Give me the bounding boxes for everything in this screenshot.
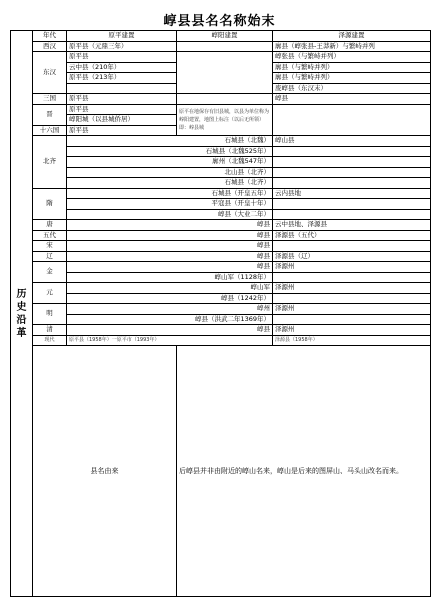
guoyang-cell: 崞山军（1128年） [67, 272, 273, 283]
table-row [11, 272, 431, 283]
table-row [11, 104, 431, 115]
header-guoyang: 崞阳建置 [177, 31, 273, 42]
table-row [11, 167, 431, 178]
table-row [11, 157, 431, 168]
zeyuan-cell: 泽源县（辽） [273, 251, 431, 262]
guoyang-cell: 崞县 [67, 325, 273, 336]
yuanping-cell: 原平县 [67, 94, 177, 105]
guoyang-cell: 崞县 [67, 241, 273, 252]
yuanping-cell: 原平县（1958年）一原平市（1993年） [67, 335, 273, 346]
table-row [11, 220, 431, 231]
header-era: 年代 [33, 31, 67, 42]
zeyuan-cell: 廓县（与繁峙并列） [273, 62, 431, 73]
table-row [11, 283, 431, 294]
zeyuan-cell: 泽源州 [273, 262, 431, 273]
table-row [11, 41, 431, 52]
era-cell: 辽 [33, 251, 67, 262]
guoyang-cell [177, 52, 273, 94]
guoyang-cell: 崞县 [67, 251, 273, 262]
table-row [11, 136, 431, 147]
era-cell: 三国 [33, 94, 67, 105]
era-cell: 清 [33, 325, 67, 336]
era-cell: 西汉 [33, 41, 67, 52]
table-row [11, 241, 431, 252]
era-cell: 晋 [33, 104, 67, 125]
table-row [11, 94, 431, 105]
page-title: 崞县县名名称始末 [163, 14, 276, 29]
table-row [11, 304, 431, 315]
zeyuan-cell [273, 199, 431, 210]
guoyang-cell: 石城县（北魏525年） [67, 146, 273, 157]
guoyang-cell: 崞山军 [67, 283, 273, 294]
era-cell: 十六国 [33, 125, 67, 136]
zeyuan-cell: 泽源县（五代） [273, 230, 431, 241]
guoyang-cell: 崞县（1242年） [67, 293, 273, 304]
guoyang-cell: 石城县（北魏） [67, 136, 273, 147]
guoyang-cell: 石城县（开皇五年） [67, 188, 273, 199]
yuanping-cell: 原平县 [67, 125, 177, 136]
zeyuan-cell: 廓县（与繁峙并列） [273, 73, 431, 84]
zeyuan-cell: 云中县地、泽源县 [273, 220, 431, 231]
table-row [11, 52, 431, 63]
table-row [11, 293, 431, 304]
zeyuan-cell [273, 272, 431, 283]
origin-yuanping: 后崞县并非由附近的崞山名来，崞山是后来的图屏山、马头山改名而来。 [177, 346, 431, 597]
guoyang-cell: 石城县（北齐） [67, 178, 273, 189]
zeyuan-cell [273, 178, 431, 189]
zeyuan-cell [273, 314, 431, 325]
zeyuan-cell [273, 209, 431, 220]
era-cell: 现代 [33, 335, 67, 346]
note-cell: 原平在地保存有旧县城，以县为单位称为崞阳建置，地图上标注（以后无所领）即：崞县城 [177, 104, 273, 136]
zeyuan-cell: 泽源州 [273, 283, 431, 294]
table-row [11, 209, 431, 220]
era-cell: 明 [33, 304, 67, 325]
guoyang-cell [177, 94, 273, 105]
guoyang-cell: 崞县（大业二年） [67, 209, 273, 220]
zeyuan-cell [273, 104, 431, 136]
zeyuan-cell: 泽源州 [273, 325, 431, 336]
zeyuan-cell [273, 241, 431, 252]
table-row [11, 314, 431, 325]
era-cell: 金 [33, 262, 67, 283]
yuanping-cell: 原平县 [67, 104, 177, 115]
header-row [11, 31, 431, 42]
zeyuan-cell: 崞张县（与繁峙并列） [273, 52, 431, 63]
zeyuan-cell [273, 167, 431, 178]
yuanping-cell [67, 83, 177, 94]
yuanping-cell: 原平县（213年） [67, 73, 177, 84]
table-row [11, 178, 431, 189]
guoyang-cell: 崞县 [67, 262, 273, 273]
header-zeyuan: 泽源建置 [273, 31, 431, 42]
table-row [11, 325, 431, 336]
era-cell: 唐 [33, 220, 67, 231]
zeyuan-cell [273, 157, 431, 168]
zeyuan-cell: 废崞县（东汉末） [273, 83, 431, 94]
era-cell: 东汉 [33, 52, 67, 94]
zeyuan-cell: 泽源县（1958年） [273, 335, 431, 346]
era-cell: 元 [33, 283, 67, 304]
table-row [11, 262, 431, 273]
origin-label: 县名由来 [33, 346, 177, 597]
zeyuan-cell: 崞县 [273, 94, 431, 105]
guoyang-cell: 平寇县（开皇十年） [67, 199, 273, 210]
table-row [11, 251, 431, 262]
table-row [11, 188, 431, 199]
zeyuan-cell: 泽源州 [273, 304, 431, 315]
table-row [11, 146, 431, 157]
zeyuan-cell [273, 146, 431, 157]
yuanping-cell: 云中县（210年） [67, 62, 177, 73]
yuanping-cell: 崞阳城（以县城侨居） [67, 115, 177, 126]
zeyuan-cell: 云内县地 [273, 188, 431, 199]
era-cell: 五代 [33, 230, 67, 241]
guoyang-cell: 北山县（北齐） [67, 167, 273, 178]
guoyang-cell: 崞县 [67, 220, 273, 231]
origin-row [11, 346, 431, 597]
guoyang-cell: 崞州 [67, 304, 273, 315]
zeyuan-cell: 廓县（崞张县-王莽新）与繁峙并列 [273, 41, 431, 52]
era-cell: 北齐 [33, 136, 67, 189]
table-row [11, 199, 431, 210]
guoyang-cell: 崞县 [67, 230, 273, 241]
side-label: 历史沿革 [11, 31, 33, 597]
table-row [11, 335, 431, 346]
era-cell: 宋 [33, 241, 67, 252]
guoyang-cell: 崞县（洪武二年1369年） [67, 314, 273, 325]
zeyuan-cell: 崞山县 [273, 136, 431, 147]
history-table [10, 30, 431, 597]
yuanping-cell: 原平县（元鼎三年） [67, 41, 177, 52]
guoyang-cell: 廓州（北魏547年） [67, 157, 273, 168]
table-row [11, 230, 431, 241]
yuanping-cell: 原平县 [67, 52, 177, 63]
era-cell: 隋 [33, 188, 67, 220]
zeyuan-cell [273, 293, 431, 304]
guoyang-cell [177, 41, 273, 52]
header-yuanping: 原平建置 [67, 31, 177, 42]
